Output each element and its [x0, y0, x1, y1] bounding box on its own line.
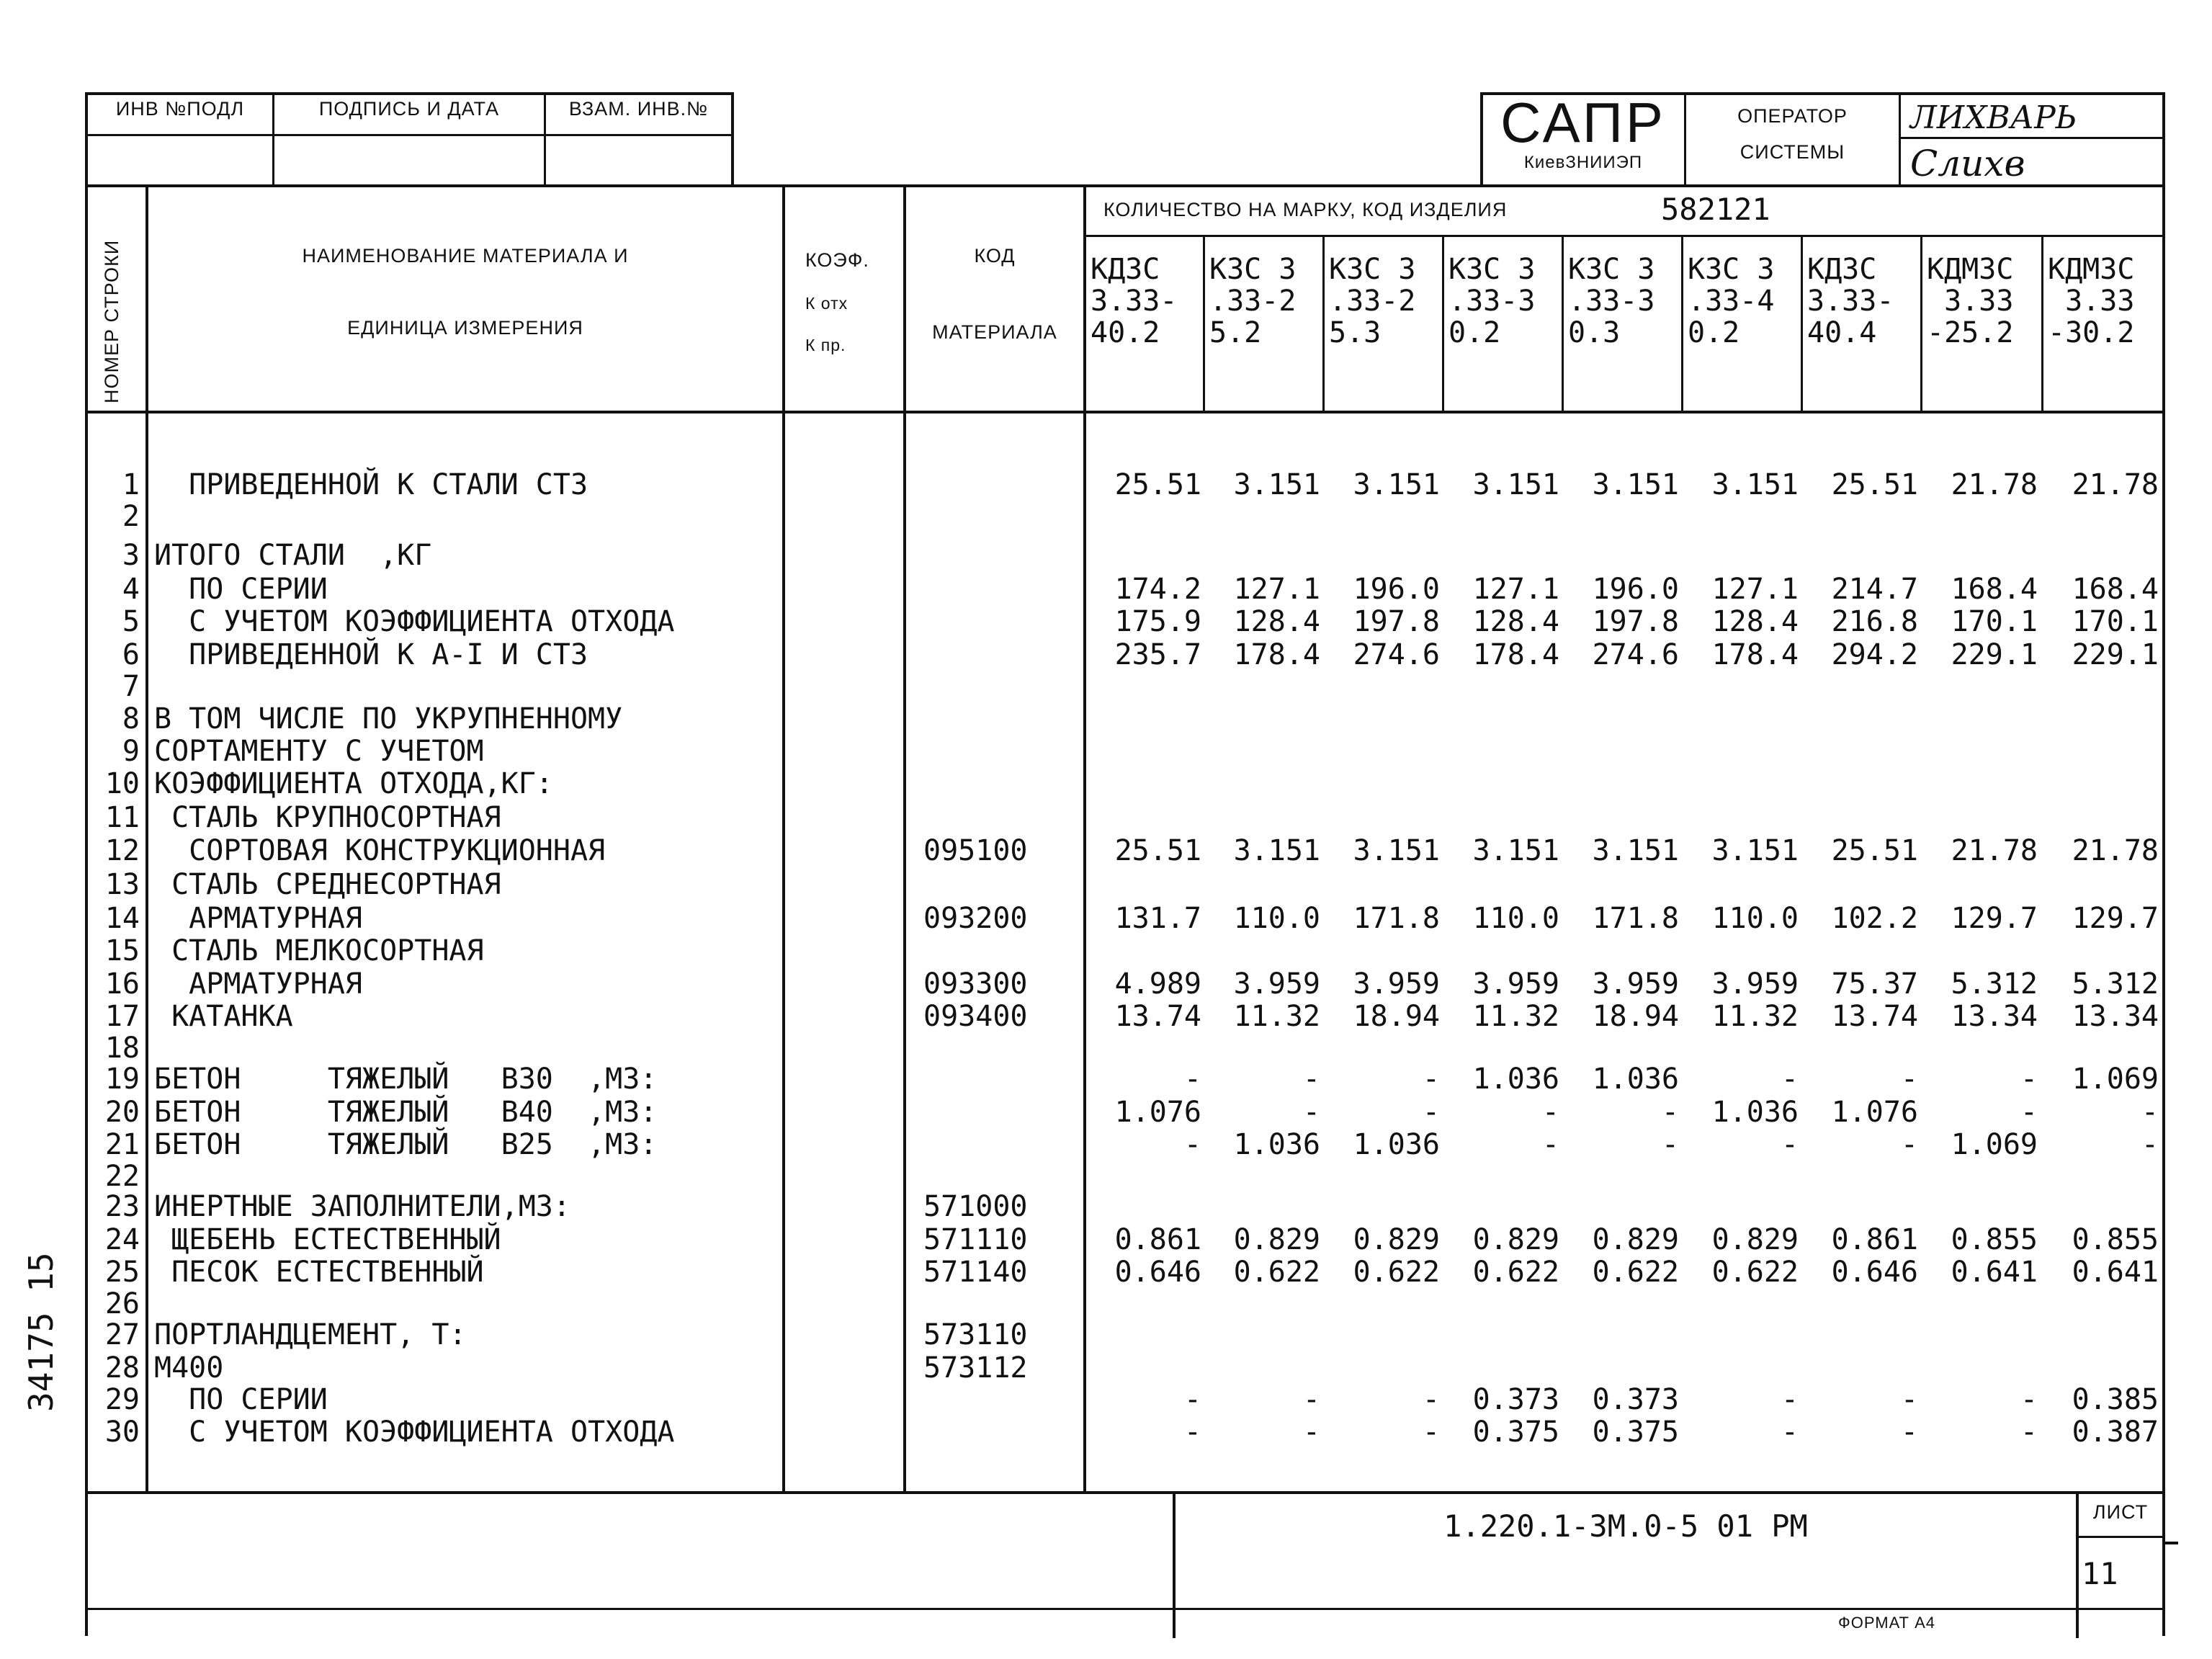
row-number: 28 [104, 1351, 140, 1385]
quantity-cell: 11.32 [1711, 1000, 1799, 1033]
quantity-cell: 3.959 [1353, 967, 1440, 1001]
quantity-cell: - [2020, 1383, 2038, 1416]
quantity-cell: 21.78 [1951, 834, 2038, 867]
row-number: 9 [122, 735, 140, 768]
quantity-cell: 128.4 [1711, 605, 1799, 638]
quantity-cell: - [1422, 1383, 1440, 1416]
material-name: СОРТОВАЯ КОНСТРУКЦИОННАЯ [154, 834, 606, 867]
material-code: 093400 [923, 1000, 1028, 1033]
row-number: 24 [104, 1223, 140, 1256]
quantity-cell: 0.622 [1233, 1256, 1320, 1289]
sapr-logo: САПР [1500, 91, 1666, 154]
quantity-cell: 3.151 [1472, 468, 1559, 501]
material-name: КАТАНКА [154, 1000, 293, 1033]
row-number: 2 [122, 500, 140, 533]
quantity-cell: - [2141, 1096, 2159, 1129]
quantity-cell: 171.8 [1353, 902, 1440, 935]
quantity-cell: 168.4 [2072, 573, 2159, 606]
stamp-sign-label: ПОДПИСЬ И ДАТА [318, 98, 500, 120]
material-name: В ТОМ ЧИСЛЕ ПО УКРУПНЕННОМУ [154, 702, 623, 735]
row-number-header: НОМЕР СТРОКИ [101, 239, 122, 403]
row-number: 21 [104, 1128, 140, 1161]
coef-header-3: К пр. [805, 336, 846, 354]
sheet-label: ЛИСТ [2092, 1501, 2149, 1523]
quantity-cell: 131.7 [1114, 902, 1201, 935]
quantity-cell: 0.646 [1831, 1256, 1918, 1289]
quantity-cell: 235.7 [1114, 638, 1201, 671]
mark-header-2: КЗС 3 .33-2 5.2 [1209, 253, 1297, 349]
material-name: С УЧЕТОМ КОЭФФИЦИЕНТА ОТХОДА [154, 605, 675, 638]
quantity-cell: - [2020, 1096, 2038, 1129]
material-name: ПО СЕРИИ [154, 573, 328, 606]
stamp-inv-label: ИНВ №ПОДЛ [115, 98, 245, 120]
quantity-cell: - [1900, 1383, 1918, 1416]
quantity-cell: - [1900, 1063, 1918, 1096]
quantity-cell: 196.0 [1592, 573, 1679, 606]
row-number: 6 [122, 638, 140, 671]
quantity-cell: 110.0 [1472, 902, 1559, 935]
quantity-cell: 1.069 [1951, 1128, 2038, 1161]
quantity-cell: - [1541, 1128, 1559, 1161]
quantity-cell: 170.1 [2072, 605, 2159, 638]
quantity-cell: 0.829 [1233, 1223, 1320, 1256]
quantity-cell: 0.646 [1114, 1256, 1201, 1289]
material-code: 571110 [923, 1223, 1028, 1256]
row-number: 20 [104, 1096, 140, 1129]
quantity-cell: 13.74 [1831, 1000, 1918, 1033]
quantity-cell: 294.2 [1831, 638, 1918, 671]
coef-header-1: КОЭФ. [805, 249, 869, 271]
material-name: СТАЛЬ КРУПНОСОРТНАЯ [154, 801, 501, 834]
quantity-cell: 110.0 [1233, 902, 1320, 935]
row-number: 4 [122, 573, 140, 606]
quantity-cell: 0.622 [1353, 1256, 1440, 1289]
material-name: БЕТОН ТЯЖЕЛЫЙ В30 ,МЗ: [154, 1063, 658, 1096]
quantity-cell: 0.641 [2072, 1256, 2159, 1289]
material-code: 573110 [923, 1318, 1028, 1351]
quantity-cell: 1.036 [1592, 1063, 1679, 1096]
quantity-cell: 196.0 [1353, 573, 1440, 606]
quantity-cell: - [1183, 1416, 1201, 1449]
operator-label-2: СИСТЕМЫ [1739, 141, 1845, 163]
quantity-cell: 1.076 [1831, 1096, 1918, 1129]
row-number: 1 [122, 468, 140, 501]
quantity-cell: 0.387 [2072, 1416, 2159, 1449]
quantity-cell: 127.1 [1711, 573, 1799, 606]
quantity-cell: 3.151 [1711, 834, 1799, 867]
quantity-cell: 5.312 [2072, 967, 2159, 1001]
material-name: ПРИВЕДЕННОЙ К СТАЛИ СТЗ [154, 468, 588, 501]
quantity-cell: 3.151 [1233, 834, 1320, 867]
mark-header-5: КЗС 3 .33-3 0.3 [1568, 253, 1655, 349]
quantity-cell: 229.1 [2072, 638, 2159, 671]
quantity-cell: 128.4 [1233, 605, 1320, 638]
quantity-cell: 3.151 [1353, 834, 1440, 867]
quantity-cell: 0.829 [1592, 1223, 1679, 1256]
quantity-cell: 127.1 [1472, 573, 1559, 606]
quantity-cell: 0.829 [1472, 1223, 1559, 1256]
material-name: ИНЕРТНЫЕ ЗАПОЛНИТЕЛИ,МЗ: [154, 1190, 570, 1223]
quantity-cell: 11.32 [1472, 1000, 1559, 1033]
quantity-cell: 1.076 [1114, 1096, 1201, 1129]
quantity-cell: 3.151 [1472, 834, 1559, 867]
quantity-cell: 0.375 [1592, 1416, 1679, 1449]
quantity-header: КОЛИЧЕСТВО НА МАРКУ, КОД ИЗДЕЛИЯ [1103, 199, 1508, 220]
quantity-cell: 0.622 [1592, 1256, 1679, 1289]
quantity-cell: 3.959 [1472, 967, 1559, 1001]
quantity-cell: - [1302, 1063, 1320, 1096]
quantity-cell: 0.373 [1592, 1383, 1679, 1416]
quantity-cell: - [2141, 1128, 2159, 1161]
quantity-cell: 21.78 [1951, 468, 2038, 501]
row-number: 27 [104, 1318, 140, 1351]
quantity-cell: 75.37 [1831, 967, 1918, 1001]
quantity-cell: - [1302, 1096, 1320, 1129]
row-number: 18 [104, 1032, 140, 1065]
quantity-cell: - [1422, 1063, 1440, 1096]
quantity-cell: 216.8 [1831, 605, 1918, 638]
row-number: 15 [104, 934, 140, 967]
operator-label: ОПЕРАТОР [1737, 105, 1848, 127]
document-code: 1.220.1-3М.0-5 01 РМ [1443, 1508, 1808, 1544]
quantity-cell: 3.151 [1592, 468, 1679, 501]
quantity-cell: - [1781, 1383, 1799, 1416]
quantity-cell: 171.8 [1592, 902, 1679, 935]
material-name: БЕТОН ТЯЖЕЛЫЙ В25 ,МЗ: [154, 1128, 658, 1161]
quantity-cell: 25.51 [1831, 834, 1918, 867]
quantity-cell: - [1302, 1383, 1320, 1416]
quantity-cell: 0.829 [1353, 1223, 1440, 1256]
code-header-2: МАТЕРИАЛА [932, 321, 1057, 343]
row-number: 12 [104, 834, 140, 867]
material-code: 571140 [923, 1256, 1028, 1289]
quantity-cell: 174.2 [1114, 573, 1201, 606]
quantity-cell: 274.6 [1592, 638, 1679, 671]
row-number: 10 [104, 767, 140, 800]
quantity-cell: 178.4 [1472, 638, 1559, 671]
quantity-cell: - [1781, 1128, 1799, 1161]
material-name: СОРТАМЕНТУ С УЧЕТОМ [154, 735, 484, 768]
mark-header-8: КДМЗС 3.33 -25.2 [1927, 253, 2014, 349]
mark-header-9: КДМЗС 3.33 -30.2 [2048, 253, 2135, 349]
quantity-cell: 110.0 [1711, 902, 1799, 935]
quantity-cell: - [1661, 1128, 1679, 1161]
mark-header-7: КДЗС 3.33- 40.4 [1807, 253, 1894, 349]
quantity-cell: 21.78 [2072, 834, 2159, 867]
material-header-line1: НАИМЕНОВАНИЕ МАТЕРИАЛА И [302, 245, 629, 267]
quantity-cell: 274.6 [1353, 638, 1440, 671]
quantity-cell: 4.989 [1114, 967, 1201, 1001]
quantity-cell: 0.861 [1831, 1223, 1918, 1256]
material-name: СТАЛЬ МЕЛКОСОРТНАЯ [154, 934, 484, 967]
quantity-cell: 1.069 [2072, 1063, 2159, 1096]
row-number: 7 [122, 670, 140, 703]
quantity-cell: 178.4 [1711, 638, 1799, 671]
quantity-cell: 168.4 [1951, 573, 2038, 606]
coef-header-2: К отх [805, 294, 848, 313]
quantity-cell: 13.74 [1114, 1000, 1201, 1033]
material-name: М400 [154, 1351, 224, 1385]
row-number: 29 [104, 1383, 140, 1416]
quantity-cell: 3.151 [1233, 468, 1320, 501]
row-number: 23 [104, 1190, 140, 1223]
material-name: СТАЛЬ СРЕДНЕСОРТНАЯ [154, 868, 501, 901]
side-inventory-note: 34175 15 [22, 1252, 61, 1412]
material-code: 573112 [923, 1351, 1028, 1385]
quantity-cell: 3.959 [1592, 967, 1679, 1001]
quantity-cell: 0.373 [1472, 1383, 1559, 1416]
quantity-cell: 0.861 [1114, 1223, 1201, 1256]
quantity-cell: 1.036 [1353, 1128, 1440, 1161]
mark-header-6: КЗС 3 .33-4 0.2 [1688, 253, 1775, 349]
quantity-cell: 18.94 [1592, 1000, 1679, 1033]
quantity-cell: 11.32 [1233, 1000, 1320, 1033]
quantity-cell: 0.375 [1472, 1416, 1559, 1449]
mark-header-3: КЗС 3 .33-2 5.3 [1329, 253, 1416, 349]
quantity-cell: - [1183, 1383, 1201, 1416]
quantity-cell: 0.829 [1711, 1223, 1799, 1256]
org-name: КиевЗНИИЭП [1523, 153, 1643, 172]
quantity-cell: 197.8 [1592, 605, 1679, 638]
quantity-cell: - [1302, 1416, 1320, 1449]
quantity-cell: 3.151 [1711, 468, 1799, 501]
row-number: 14 [104, 902, 140, 935]
material-header-line2: ЕДИНИЦА ИЗМЕРЕНИЯ [347, 317, 583, 339]
quantity-cell: 178.4 [1233, 638, 1320, 671]
material-name: ИТОГО СТАЛИ ,КГ [154, 539, 432, 572]
row-number: 16 [104, 967, 140, 1001]
quantity-cell: - [1422, 1096, 1440, 1129]
material-name: АРМАТУРНАЯ [154, 902, 362, 935]
quantity-cell: 175.9 [1114, 605, 1201, 638]
quantity-cell: - [1183, 1128, 1201, 1161]
material-name: КОЭФФИЦИЕНТА ОТХОДА,КГ: [154, 767, 553, 800]
row-number: 3 [122, 539, 140, 572]
quantity-cell: 1.036 [1233, 1128, 1320, 1161]
quantity-cell: 25.51 [1114, 834, 1201, 867]
quantity-cell: 25.51 [1831, 468, 1918, 501]
quantity-cell: 1.036 [1711, 1096, 1799, 1129]
material-name: ПОРТЛАНДЦЕМЕНТ, Т: [154, 1318, 467, 1351]
material-code: 093300 [923, 967, 1028, 1001]
quantity-cell: 129.7 [1951, 902, 2038, 935]
row-number: 11 [104, 801, 140, 834]
material-name: ПО СЕРИИ [154, 1383, 328, 1416]
row-number: 25 [104, 1256, 140, 1289]
quantity-cell: 214.7 [1831, 573, 1918, 606]
row-number: 30 [104, 1416, 140, 1449]
quantity-cell: - [1900, 1416, 1918, 1449]
quantity-cell: 102.2 [1831, 902, 1918, 935]
quantity-cell: 21.78 [2072, 468, 2159, 501]
quantity-cell: 13.34 [1951, 1000, 2038, 1033]
quantity-cell: 128.4 [1472, 605, 1559, 638]
quantity-cell: - [1781, 1063, 1799, 1096]
row-number: 19 [104, 1063, 140, 1096]
row-number: 8 [122, 702, 140, 735]
quantity-cell: 5.312 [1951, 967, 2038, 1001]
quantity-cell: 3.151 [1353, 468, 1440, 501]
quantity-cell: - [1422, 1416, 1440, 1449]
row-number: 26 [104, 1287, 140, 1320]
material-name: БЕТОН ТЯЖЕЛЫЙ В40 ,МЗ: [154, 1096, 658, 1129]
material-name: ПЕСОК ЕСТЕСТВЕННЫЙ [154, 1256, 484, 1289]
quantity-cell: 3.959 [1711, 967, 1799, 1001]
material-name: АРМАТУРНАЯ [154, 967, 362, 1001]
quantity-cell: 3.151 [1592, 834, 1679, 867]
quantity-cell: 3.959 [1233, 967, 1320, 1001]
mark-header-4: КЗС 3 .33-3 0.2 [1448, 253, 1536, 349]
quantity-cell: - [1661, 1096, 1679, 1129]
quantity-cell: 197.8 [1353, 605, 1440, 638]
operator-signature: Слихв [1910, 143, 2025, 184]
quantity-cell: - [1781, 1416, 1799, 1449]
row-number: 22 [104, 1160, 140, 1193]
quantity-cell: 0.622 [1472, 1256, 1559, 1289]
quantity-cell: 170.1 [1951, 605, 2038, 638]
material-code: 093200 [923, 902, 1028, 935]
material-name: ЩЕБЕНЬ ЕСТЕСТВЕННЫЙ [154, 1223, 501, 1256]
quantity-cell: - [1541, 1096, 1559, 1129]
mark-header-1: КДЗС 3.33- 40.2 [1091, 253, 1178, 349]
quantity-cell: 127.1 [1233, 573, 1320, 606]
row-number: 5 [122, 605, 140, 638]
quantity-cell: 13.34 [2072, 1000, 2159, 1033]
quantity-cell: 18.94 [1353, 1000, 1440, 1033]
material-code: 095100 [923, 834, 1028, 867]
stamp-replace-label: ВЗАМ. ИНВ.№ [568, 98, 709, 120]
code-header-1: КОД [974, 245, 1016, 267]
quantity-cell: 0.641 [1951, 1256, 2038, 1289]
quantity-cell: 0.622 [1711, 1256, 1799, 1289]
product-code: 582121 [1661, 192, 1770, 227]
quantity-cell: - [2020, 1063, 2038, 1096]
quantity-cell: 0.855 [1951, 1223, 2038, 1256]
sheet-number: 11 [2082, 1556, 2118, 1591]
operator-name: ЛИХВАРЬ [1910, 99, 2077, 136]
quantity-cell: - [1900, 1128, 1918, 1161]
material-code: 571000 [923, 1190, 1028, 1223]
quantity-cell: 0.385 [2072, 1383, 2159, 1416]
quantity-cell: 1.036 [1472, 1063, 1559, 1096]
quantity-cell: 0.855 [2072, 1223, 2159, 1256]
format-label: ФОРМАТ А4 [1838, 1614, 1936, 1632]
quantity-cell: - [1183, 1063, 1201, 1096]
quantity-cell: 129.7 [2072, 902, 2159, 935]
quantity-cell: - [2020, 1416, 2038, 1449]
material-name: ПРИВЕДЕННОЙ К А-I И СТЗ [154, 638, 588, 671]
material-name: С УЧЕТОМ КОЭФФИЦИЕНТА ОТХОДА [154, 1416, 675, 1449]
quantity-cell: 25.51 [1114, 468, 1201, 501]
quantity-cell: 229.1 [1951, 638, 2038, 671]
row-number: 13 [104, 868, 140, 901]
row-number: 17 [104, 1000, 140, 1033]
